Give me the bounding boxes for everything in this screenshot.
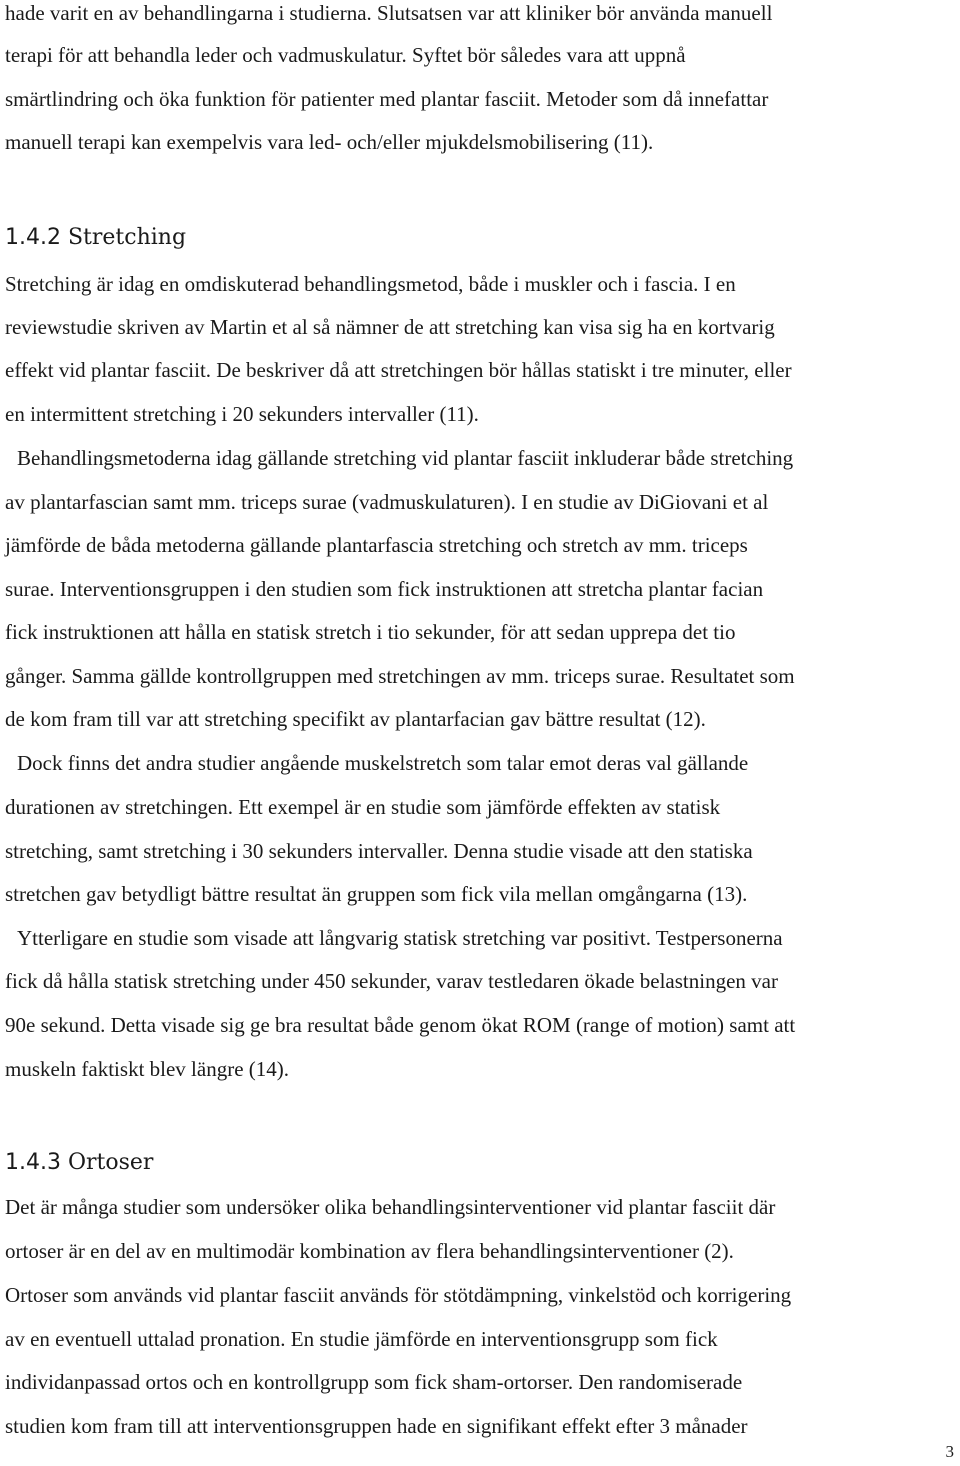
text-line: individanpassad ortos och en kontrollgrupp som fick sham-ortorser. Den randomiserade: [5, 1370, 743, 1394]
text-line: stretchen gav betydligt bättre resultat än gruppen som fick vila mellan omgångarna (13).: [5, 882, 748, 906]
text-line: smärtlindring och öka funktion för patienter med plantar fasciit. Metoder som då innefattar: [5, 87, 769, 111]
text-line: hade varit en av behandlingarna i studierna. Slutsatsen var att kliniker bör använda manuell: [5, 1, 773, 25]
text-line: en intermittent stretching i 20 sekunders intervaller (11).: [5, 402, 479, 426]
text-line: stretching, samt stretching i 30 sekunders intervaller. Denna studie visade att den statiska: [5, 839, 753, 863]
text-line: av plantarfascian samt mm. triceps surae (vadmuskulaturen). I en studie av DiGiovani et al: [5, 490, 769, 514]
text-line: Ytterligare en studie som visade att långvarig statisk stretching var positivt. Testpersonerna: [17, 926, 783, 950]
text-line: durationen av stretchingen. Ett exempel är en studie som jämförde effekten av statisk: [5, 795, 721, 819]
page-number: 3: [945, 1442, 954, 1461]
text-line: jämförde de båda metoderna gällande plantarfascia stretching och stretch av mm. triceps: [5, 533, 748, 557]
text-line: Dock finns det andra studier angående muskelstretch som talar emot deras val gällande: [17, 751, 749, 775]
text-line: fick instruktionen att hålla en statisk stretch i tio sekunder, för att sedan upprepa det tio: [5, 620, 736, 644]
text-line: Ortoser som används vid plantar fasciit används för stötdämpning, vinkelstöd och korrigering: [5, 1283, 792, 1307]
text-line: manuell terapi kan exempelvis vara led- och/eller mjukdelsmobilisering (11).: [5, 130, 654, 154]
text-line: gånger. Samma gällde kontrollgruppen med stretchingen av mm. triceps surae. Resultatet som: [5, 664, 795, 688]
text-line: fick då hålla statisk stretching under 450 sekunder, varav testledaren ökade belastningen var: [5, 969, 778, 993]
section-title: Stretching: [67, 225, 187, 250]
text-line: muskeln faktiskt blev längre (14).: [5, 1057, 290, 1081]
text-line: Det är många studier som undersöker olika behandlingsinterventioner vid plantar fasciit där: [5, 1195, 776, 1219]
section-number: 1.4.3: [5, 1150, 61, 1175]
section-title: Ortoser: [67, 1150, 154, 1175]
text-line: surae. Interventionsgruppen i den studien som fick instruktionen att stretcha plantar facian: [5, 577, 764, 601]
text-line: Behandlingsmetoderna idag gällande stretching vid plantar fasciit inkluderar både stretching: [17, 446, 794, 470]
section-number: 1.4.2: [5, 225, 61, 250]
section-heading-stretching: [5, 227, 186, 249]
text-line: reviewstudie skriven av Martin et al så nämner de att stretching kan visa sig ha en kortvarig: [5, 315, 775, 339]
text-line: av en eventuell uttalad pronation. En studie jämförde en interventionsgrupp som fick: [5, 1327, 718, 1351]
text-line: 90e sekund. Detta visade sig ge bra resultat både genom ökat ROM (range of motion) samt att: [5, 1013, 796, 1037]
text-line: effekt vid plantar fasciit. De beskriver då att stretchingen bör hållas statiskt i tre minuter, eller: [5, 358, 792, 382]
text-line: ortoser är en del av en multimodär kombination av flera behandlingsinterventioner (2).: [5, 1239, 734, 1263]
section-heading-ortoser: [5, 1152, 153, 1174]
text-line: terapi för att behandla leder och vadmuskulatur. Syftet bör således vara att uppnå: [5, 43, 686, 67]
text-line: studien kom fram till att interventionsgruppen hade en signifikant effekt efter 3 månader: [5, 1414, 748, 1438]
text-line: de kom fram till var att stretching specifikt av plantarfacian gav bättre resultat (12).: [5, 707, 706, 731]
text-line: Stretching är idag en omdiskuterad behandlingsmetod, både i muskler och i fascia. I en: [5, 272, 736, 296]
